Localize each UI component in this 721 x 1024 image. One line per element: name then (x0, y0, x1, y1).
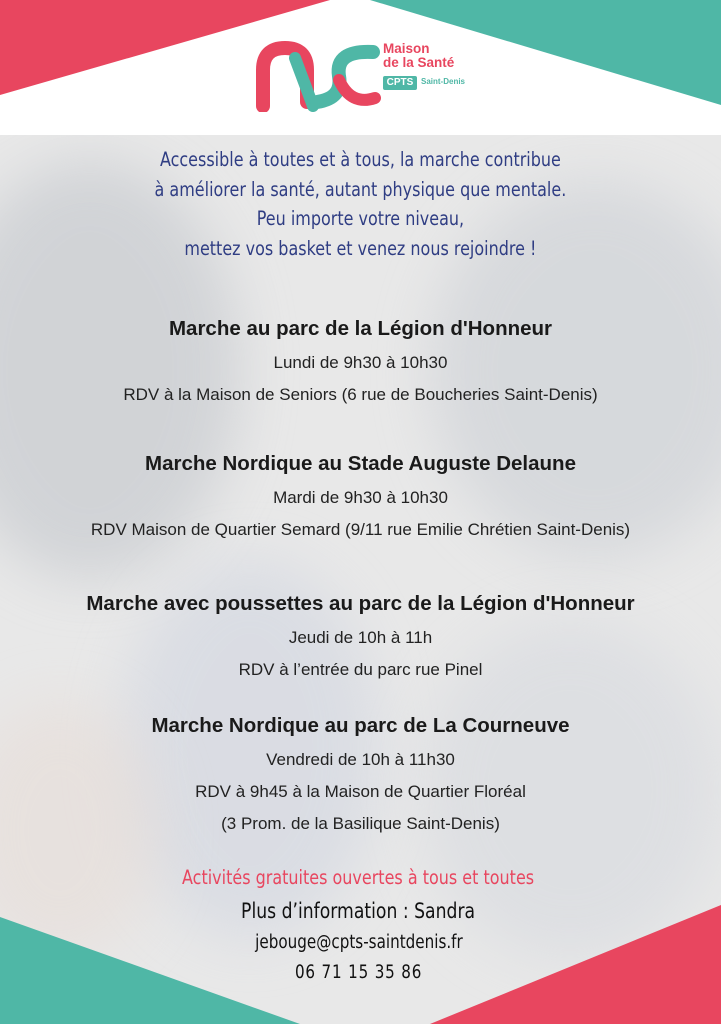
activity-location: RDV Maison de Quartier Semard (9/11 rue Emilie Chrétien Saint-Denis) (90, 520, 631, 539)
free-activities-note: Activités gratuites ouvertes à tous et toutes (182, 866, 535, 889)
contact-info: Plus d’information : Sandra (241, 899, 476, 923)
intro-line: mettez vos basket et venez nous rejoindre ! (184, 236, 537, 260)
intro-line: à améliorer la santé, autant physique que mentale. (154, 177, 567, 201)
contact-phone[interactable]: 06 71 15 35 86 (294, 962, 423, 983)
activity-monday (0, 315, 721, 411)
activity-address: (3 Prom. de la Basilique Saint-Denis) (221, 814, 500, 833)
activity-title: Marche Nordique au Stade Auguste Delaune (145, 452, 576, 475)
logo-line-1: Maison (383, 41, 430, 56)
logo-city: Saint-Denis (421, 77, 466, 86)
activity-location: RDV à la Maison de Seniors (6 rue de Boucheries Saint-Denis) (123, 385, 598, 404)
activity-location: RDV à l’entrée du parc rue Pinel (238, 660, 483, 679)
activity-title: Marche Nordique au parc de La Courneuve (151, 714, 570, 737)
activity-time: Jeudi de 10h à 11h (288, 628, 433, 647)
intro-paragraph (65, 145, 656, 263)
logo-wordmark (383, 42, 454, 70)
intro-line: Accessible à toutes et à tous, la marche contribue (159, 148, 561, 171)
activity-time: Mardi de 9h30 à 10h30 (273, 488, 448, 507)
intro-line: Peu importe votre niveau, (256, 207, 465, 230)
activity-title: Marche au parc de la Légion d'Honneur (168, 317, 553, 340)
activity-time: Lundi de 9h30 à 10h30 (273, 353, 448, 372)
activity-location: RDV à 9h45 à la Maison de Quartier Floréal (195, 782, 526, 801)
logo-line-2: de la Santé (383, 55, 455, 70)
logo-cpts-badge: CPTS (383, 76, 417, 90)
contact-email[interactable]: jebouge@cpts-saintdenis.fr (255, 932, 463, 953)
activity-title: Marche avec poussettes au parc de la Légion d'Honneur (86, 592, 635, 615)
activity-friday (0, 712, 721, 840)
activity-tuesday (0, 450, 721, 546)
activity-time: Vendredi de 10h à 11h30 (266, 750, 455, 769)
activity-thursday (0, 590, 721, 686)
